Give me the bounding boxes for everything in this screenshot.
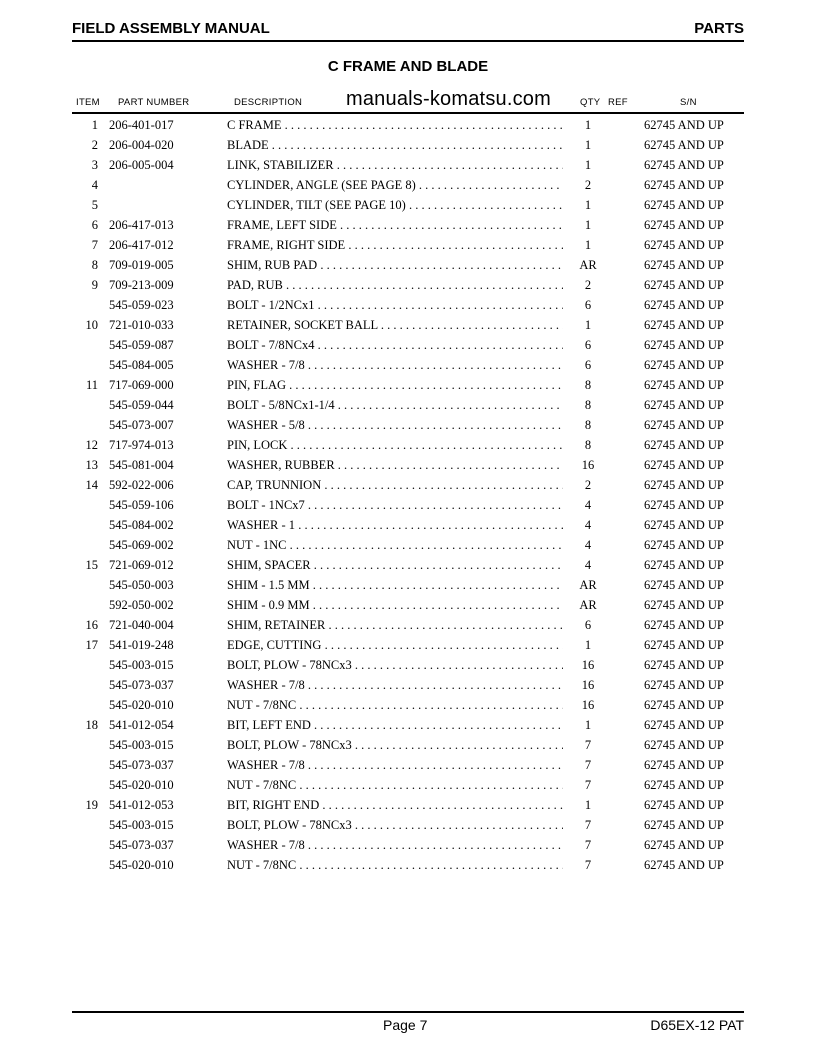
table-row	[0, 296, 816, 316]
table-row	[0, 256, 816, 276]
part-number: 206-005-004	[109, 158, 174, 172]
serial-range: 62745 AND UP	[644, 358, 724, 372]
part-number: 545-069-002	[109, 538, 174, 552]
quantity: 1	[584, 238, 592, 252]
quantity: 16	[581, 698, 595, 712]
quantity: 2	[584, 478, 592, 492]
part-number: 721-069-012	[109, 558, 174, 572]
part-number: 545-084-002	[109, 518, 174, 532]
quantity: 4	[584, 518, 592, 532]
serial-range: 62745 AND UP	[644, 738, 724, 752]
watermark: manuals-komatsu.com	[346, 88, 551, 110]
table-row	[0, 476, 816, 496]
table-row	[0, 616, 816, 636]
part-number: 592-050-002	[109, 598, 174, 612]
part-number: 721-010-033	[109, 318, 174, 332]
item-number: 19	[85, 798, 98, 812]
description: FRAME, RIGHT SIDE . . .	[227, 238, 563, 253]
serial-range: 62745 AND UP	[644, 138, 724, 152]
manual-title: FIELD ASSEMBLY MANUAL	[72, 20, 270, 37]
table-row	[0, 636, 816, 656]
quantity: 1	[584, 798, 592, 812]
description: BOLT, PLOW - 78NCx3 . . .	[227, 738, 563, 753]
part-number: 541-019-248	[109, 638, 174, 652]
part-number: 717-974-013	[109, 438, 174, 452]
item-number: 12	[85, 438, 98, 452]
quantity: 16	[581, 678, 595, 692]
description: SHIM, SPACER . . .	[227, 558, 563, 573]
part-number: 545-003-015	[109, 738, 174, 752]
quantity: 4	[584, 538, 592, 552]
part-number: 721-040-004	[109, 618, 174, 632]
table-row	[0, 376, 816, 396]
quantity: 4	[584, 498, 592, 512]
quantity: 1	[584, 318, 592, 332]
description: SHIM - 1.5 MM . . .	[227, 578, 563, 593]
description: BOLT - 7/8NCx4 . . .	[227, 338, 563, 353]
table-row	[0, 716, 816, 736]
quantity: 2	[584, 278, 592, 292]
serial-range: 62745 AND UP	[644, 118, 724, 132]
part-number: 206-004-020	[109, 138, 174, 152]
description: BIT, LEFT END . . .	[227, 718, 563, 733]
table-row	[0, 116, 816, 136]
description: CYLINDER, ANGLE (SEE PAGE 8) . . .	[227, 178, 563, 193]
table-row	[0, 836, 816, 856]
quantity: 6	[584, 298, 592, 312]
description: NUT - 1NC . . .	[227, 538, 563, 553]
description: EDGE, CUTTING . . .	[227, 638, 563, 653]
serial-range: 62745 AND UP	[644, 458, 724, 472]
part-number: 545-020-010	[109, 858, 174, 872]
description: CAP, TRUNNION . . .	[227, 478, 563, 493]
col-part-header: PART NUMBER	[118, 97, 190, 108]
quantity: 1	[584, 118, 592, 132]
description: WASHER - 1 . . .	[227, 518, 563, 533]
table-row	[0, 696, 816, 716]
quantity: 4	[584, 558, 592, 572]
serial-range: 62745 AND UP	[644, 798, 724, 812]
item-number: 8	[91, 258, 98, 272]
description: PIN, LOCK . . .	[227, 438, 563, 453]
description: BIT, RIGHT END . . .	[227, 798, 563, 813]
table-row	[0, 236, 816, 256]
serial-range: 62745 AND UP	[644, 598, 724, 612]
item-number: 2	[91, 138, 98, 152]
col-qty-header: QTY	[580, 97, 601, 108]
description: WASHER - 5/8 . . .	[227, 418, 563, 433]
quantity: 6	[584, 338, 592, 352]
table-row	[0, 436, 816, 456]
quantity: 7	[584, 758, 592, 772]
page-number: Page 7	[383, 1017, 428, 1033]
serial-range: 62745 AND UP	[644, 238, 724, 252]
table-row	[0, 156, 816, 176]
quantity: 8	[584, 418, 592, 432]
table-row	[0, 676, 816, 696]
table-row	[0, 756, 816, 776]
quantity: 1	[584, 158, 592, 172]
item-number: 13	[85, 458, 98, 472]
serial-range: 62745 AND UP	[644, 718, 724, 732]
serial-range: 62745 AND UP	[644, 258, 724, 272]
table-row	[0, 656, 816, 676]
part-number: 709-213-009	[109, 278, 174, 292]
table-row	[0, 216, 816, 236]
description: C FRAME . . .	[227, 118, 563, 133]
quantity: AR	[579, 598, 597, 612]
serial-range: 62745 AND UP	[644, 698, 724, 712]
table-row	[0, 816, 816, 836]
part-number: 545-073-037	[109, 678, 174, 692]
col-ref-header: REF	[608, 97, 628, 108]
description: PAD, RUB . . .	[227, 278, 563, 293]
item-number: 18	[85, 718, 98, 732]
description: BOLT - 1NCx7 . . .	[227, 498, 563, 513]
description: WASHER - 7/8 . . .	[227, 678, 563, 693]
part-number: 206-401-017	[109, 118, 174, 132]
part-number: 541-012-053	[109, 798, 174, 812]
table-row	[0, 356, 816, 376]
item-number: 7	[91, 238, 98, 252]
section-name: PARTS	[694, 20, 744, 37]
part-number: 545-073-037	[109, 838, 174, 852]
part-number: 592-022-006	[109, 478, 174, 492]
page-title: C FRAME AND BLADE	[327, 58, 489, 75]
serial-range: 62745 AND UP	[644, 578, 724, 592]
quantity: 8	[584, 438, 592, 452]
part-number: 545-073-037	[109, 758, 174, 772]
serial-range: 62745 AND UP	[644, 478, 724, 492]
serial-range: 62745 AND UP	[644, 418, 724, 432]
item-number: 1	[91, 118, 98, 132]
description: BOLT, PLOW - 78NCx3 . . .	[227, 818, 563, 833]
description: LINK, STABILIZER . . .	[227, 158, 563, 173]
part-number: 541-012-054	[109, 718, 174, 732]
item-number: 15	[85, 558, 98, 572]
description: NUT - 7/8NC . . .	[227, 698, 563, 713]
serial-range: 62745 AND UP	[644, 638, 724, 652]
table-row	[0, 276, 816, 296]
serial-range: 62745 AND UP	[644, 618, 724, 632]
quantity: 8	[584, 398, 592, 412]
table-row	[0, 136, 816, 156]
table-row	[0, 776, 816, 796]
part-number: 545-020-010	[109, 698, 174, 712]
serial-range: 62745 AND UP	[644, 818, 724, 832]
part-number: 545-073-007	[109, 418, 174, 432]
table-row	[0, 556, 816, 576]
description: PIN, FLAG . . .	[227, 378, 563, 393]
col-item-header: ITEM	[76, 97, 100, 108]
serial-range: 62745 AND UP	[644, 198, 724, 212]
quantity: 1	[584, 218, 592, 232]
serial-range: 62745 AND UP	[644, 438, 724, 452]
description: BOLT - 5/8NCx1-1/4 . . .	[227, 398, 563, 413]
serial-range: 62745 AND UP	[644, 538, 724, 552]
table-row	[0, 496, 816, 516]
page-footer	[72, 1011, 744, 1037]
quantity: AR	[579, 258, 597, 272]
part-number: 545-059-044	[109, 398, 174, 412]
part-number: 545-003-015	[109, 818, 174, 832]
description: NUT - 7/8NC . . .	[227, 858, 563, 873]
item-number: 17	[85, 638, 98, 652]
serial-range: 62745 AND UP	[644, 678, 724, 692]
table-row	[0, 576, 816, 596]
part-number: 545-059-023	[109, 298, 174, 312]
description: WASHER - 7/8 . . .	[227, 838, 563, 853]
model-code: D65EX-12 PAT	[650, 1017, 744, 1033]
table-row	[0, 596, 816, 616]
table-row	[0, 396, 816, 416]
part-number: 545-050-003	[109, 578, 174, 592]
part-number: 545-003-015	[109, 658, 174, 672]
quantity: 7	[584, 818, 592, 832]
serial-range: 62745 AND UP	[644, 338, 724, 352]
table-row	[0, 736, 816, 756]
part-number: 709-019-005	[109, 258, 174, 272]
quantity: 1	[584, 198, 592, 212]
quantity: 6	[584, 618, 592, 632]
part-number: 545-081-004	[109, 458, 174, 472]
serial-range: 62745 AND UP	[644, 778, 724, 792]
item-number: 14	[85, 478, 98, 492]
table-row	[0, 176, 816, 196]
description: SHIM, RETAINER . . .	[227, 618, 563, 633]
description: BOLT, PLOW - 78NCx3 . . .	[227, 658, 563, 673]
item-number: 5	[91, 198, 98, 212]
description: WASHER - 7/8 . . .	[227, 358, 563, 373]
table-row	[0, 536, 816, 556]
description: WASHER, RUBBER . . .	[227, 458, 563, 473]
table-row	[0, 416, 816, 436]
col-sn-header: S/N	[680, 97, 697, 108]
serial-range: 62745 AND UP	[644, 278, 724, 292]
page-header	[72, 18, 744, 42]
serial-range: 62745 AND UP	[644, 378, 724, 392]
serial-range: 62745 AND UP	[644, 218, 724, 232]
description: CYLINDER, TILT (SEE PAGE 10) . . .	[227, 198, 563, 213]
quantity: 6	[584, 358, 592, 372]
item-number: 3	[91, 158, 98, 172]
serial-range: 62745 AND UP	[644, 318, 724, 332]
quantity: 1	[584, 718, 592, 732]
serial-range: 62745 AND UP	[644, 158, 724, 172]
description: RETAINER, SOCKET BALL . . .	[227, 318, 563, 333]
serial-range: 62745 AND UP	[644, 858, 724, 872]
item-number: 6	[91, 218, 98, 232]
part-number: 545-059-087	[109, 338, 174, 352]
serial-range: 62745 AND UP	[644, 498, 724, 512]
table-row	[0, 336, 816, 356]
quantity: 7	[584, 778, 592, 792]
quantity: 2	[584, 178, 592, 192]
col-desc-header: DESCRIPTION	[234, 97, 303, 108]
quantity: AR	[579, 578, 597, 592]
description: SHIM, RUB PAD . . .	[227, 258, 563, 273]
item-number: 9	[91, 278, 98, 292]
quantity: 16	[581, 658, 595, 672]
serial-range: 62745 AND UP	[644, 398, 724, 412]
part-number: 545-084-005	[109, 358, 174, 372]
part-number: 206-417-012	[109, 238, 174, 252]
serial-range: 62745 AND UP	[644, 658, 724, 672]
description: BOLT - 1/2NCx1 . . .	[227, 298, 563, 313]
table-row	[0, 316, 816, 336]
quantity: 7	[584, 738, 592, 752]
table-row	[0, 196, 816, 216]
quantity: 1	[584, 638, 592, 652]
table-row	[0, 796, 816, 816]
quantity: 16	[581, 458, 595, 472]
quantity: 7	[584, 858, 592, 872]
quantity: 8	[584, 378, 592, 392]
table-row	[0, 516, 816, 536]
item-number: 10	[85, 318, 98, 332]
serial-range: 62745 AND UP	[644, 758, 724, 772]
quantity: 1	[584, 138, 592, 152]
table-row	[0, 456, 816, 476]
part-number: 717-069-000	[109, 378, 174, 392]
description: WASHER - 7/8 . . .	[227, 758, 563, 773]
serial-range: 62745 AND UP	[644, 178, 724, 192]
description: FRAME, LEFT SIDE . . .	[227, 218, 563, 233]
quantity: 7	[584, 838, 592, 852]
item-number: 11	[85, 378, 98, 392]
item-number: 4	[91, 178, 98, 192]
part-number: 545-059-106	[109, 498, 174, 512]
description: NUT - 7/8NC . . .	[227, 778, 563, 793]
table-row	[0, 856, 816, 876]
serial-range: 62745 AND UP	[644, 298, 724, 312]
serial-range: 62745 AND UP	[644, 838, 724, 852]
serial-range: 62745 AND UP	[644, 518, 724, 532]
item-number: 16	[85, 618, 98, 632]
part-number: 545-020-010	[109, 778, 174, 792]
description: SHIM - 0.9 MM . . .	[227, 598, 563, 613]
part-number: 206-417-013	[109, 218, 174, 232]
serial-range: 62745 AND UP	[644, 558, 724, 572]
description: BLADE . . .	[227, 138, 563, 153]
